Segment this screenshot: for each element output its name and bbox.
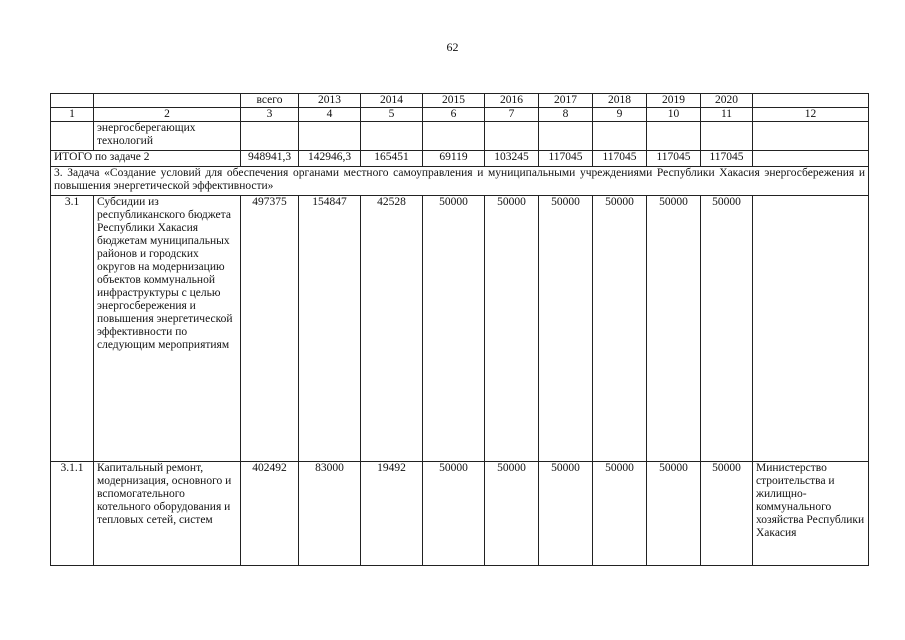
empty-cell xyxy=(539,122,593,151)
header-year-cell: 2014 xyxy=(361,94,423,108)
value-cell: 497375 xyxy=(241,196,299,462)
header-year-cell: 2019 xyxy=(647,94,701,108)
value-cell: 50000 xyxy=(485,462,539,566)
value-cell: 42528 xyxy=(361,196,423,462)
budget-table xyxy=(50,93,869,566)
empty-cell xyxy=(423,122,485,151)
page-number: 62 xyxy=(446,40,459,54)
column-number-cell: 6 xyxy=(423,108,485,122)
header-cell-empty-12 xyxy=(753,94,869,108)
continuation-row xyxy=(51,122,869,151)
executor-cell: Министерство строительства и жилищно-коммунального хозяйства Республики Хакасия xyxy=(753,462,869,566)
executor-cell xyxy=(753,196,869,462)
row-3-1 xyxy=(51,196,869,462)
value-cell: 50000 xyxy=(593,462,647,566)
column-number-cell: 3 xyxy=(241,108,299,122)
empty-cell xyxy=(753,151,869,167)
value-cell: 50000 xyxy=(423,462,485,566)
value-cell: 103245 xyxy=(485,151,539,167)
value-cell: 50000 xyxy=(647,462,701,566)
continuation-text: энергосберегающих технологий xyxy=(94,122,241,151)
empty-cell xyxy=(485,122,539,151)
column-number-cell: 2 xyxy=(94,108,241,122)
value-cell: 142946,3 xyxy=(299,151,361,167)
row-3-1-1 xyxy=(51,462,869,566)
value-cell: 154847 xyxy=(299,196,361,462)
header-year-cell: 2015 xyxy=(423,94,485,108)
empty-cell xyxy=(299,122,361,151)
column-number-cell: 9 xyxy=(593,108,647,122)
value-cell: 117045 xyxy=(539,151,593,167)
value-cell: 402492 xyxy=(241,462,299,566)
row-description: Капитальный ремонт, модернизация, основного и вспомогательного котельного оборудования и тепловых сетей, систем xyxy=(94,462,241,566)
header-years-row xyxy=(51,94,869,108)
column-number-cell: 7 xyxy=(485,108,539,122)
total-task2-row xyxy=(51,151,869,167)
column-number-cell: 1 xyxy=(51,108,94,122)
value-cell: 117045 xyxy=(647,151,701,167)
value-cell: 50000 xyxy=(701,196,753,462)
task3-heading-row xyxy=(51,167,869,196)
value-cell: 50000 xyxy=(593,196,647,462)
column-number-cell: 11 xyxy=(701,108,753,122)
column-numbers-row xyxy=(51,108,869,122)
value-cell: 948941,3 xyxy=(241,151,299,167)
value-cell: 69119 xyxy=(423,151,485,167)
value-cell: 117045 xyxy=(701,151,753,167)
value-cell: 50000 xyxy=(539,196,593,462)
task3-heading: 3. Задача «Создание условий для обеспечения органами местного самоуправления и муниципальными учреждениями Республики Хакасия энергосбережения и повышения энергетической эффективности» xyxy=(51,167,869,196)
header-year-cell: всего xyxy=(241,94,299,108)
header-year-cell: 2017 xyxy=(539,94,593,108)
column-number-cell: 12 xyxy=(753,108,869,122)
column-number-cell: 5 xyxy=(361,108,423,122)
column-number-cell: 10 xyxy=(647,108,701,122)
value-cell: 50000 xyxy=(701,462,753,566)
row-number: 3.1.1 xyxy=(51,462,94,566)
header-year-cell: 2013 xyxy=(299,94,361,108)
header-cell-empty-2 xyxy=(94,94,241,108)
empty-cell xyxy=(593,122,647,151)
row-description: Субсидии из республиканского бюджета Республики Хакасия бюджетам муниципальных районов и городских округов на модернизацию объектов коммунальной инфраструктуры с целью энергосбережения и повышения энергетической эффективности по следующим мероприятиям xyxy=(94,196,241,462)
empty-cell xyxy=(701,122,753,151)
column-number-cell: 4 xyxy=(299,108,361,122)
header-year-cell: 2020 xyxy=(701,94,753,108)
header-cell-empty-1 xyxy=(51,94,94,108)
empty-cell xyxy=(647,122,701,151)
column-number-cell: 8 xyxy=(539,108,593,122)
value-cell: 19492 xyxy=(361,462,423,566)
header-year-cell: 2018 xyxy=(593,94,647,108)
total-task2-label: ИТОГО по задаче 2 xyxy=(51,151,241,167)
value-cell: 165451 xyxy=(361,151,423,167)
row-number: 3.1 xyxy=(51,196,94,462)
value-cell: 50000 xyxy=(647,196,701,462)
empty-cell xyxy=(361,122,423,151)
value-cell: 83000 xyxy=(299,462,361,566)
header-year-cell: 2016 xyxy=(485,94,539,108)
empty-cell xyxy=(241,122,299,151)
empty-cell xyxy=(51,122,94,151)
value-cell: 50000 xyxy=(423,196,485,462)
value-cell: 117045 xyxy=(593,151,647,167)
value-cell: 50000 xyxy=(539,462,593,566)
value-cell: 50000 xyxy=(485,196,539,462)
empty-cell xyxy=(753,122,869,151)
